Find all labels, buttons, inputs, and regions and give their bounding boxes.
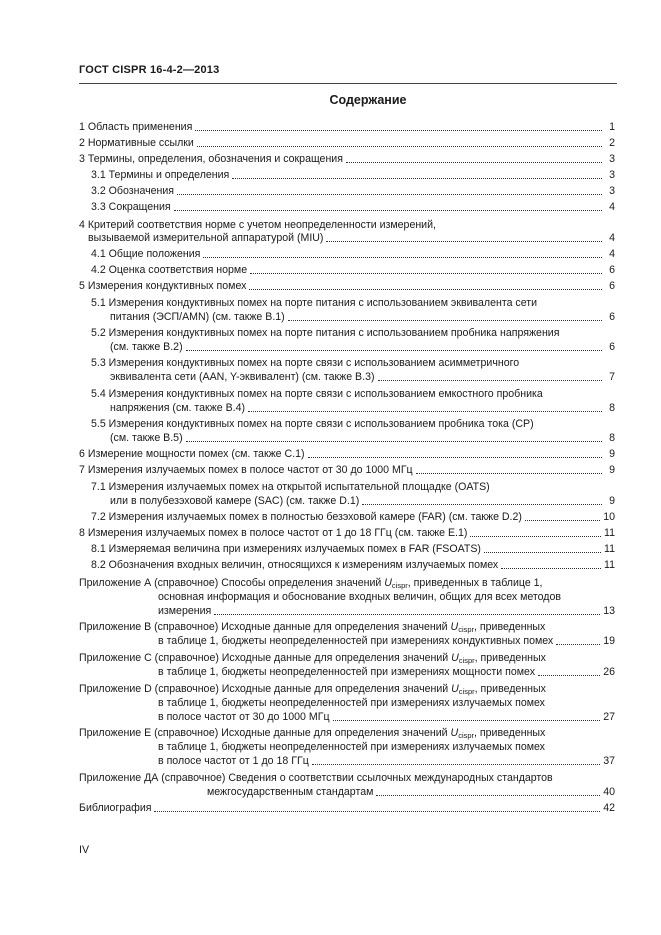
page-number: IV [79,844,90,856]
toc-entry-line[interactable]: в таблице 1, бюджеты неопределенностей при измерениях излучаемых помех [158,741,545,753]
toc-entry[interactable]: в полосе частот от 30 до 1000 МГц 27 [158,710,615,724]
toc-entry[interactable]: 6 Измерение мощности помех (см. также С.1) 9 [79,447,615,461]
toc-entry[interactable]: 1 Область применения 1 [79,120,615,134]
toc-entry[interactable]: 4.2 Оценка соответствия норме 6 [91,263,615,277]
toc-entry-line[interactable]: Приложение В (справочное) Исходные данные для определения значений Ucispr, приведенных [79,621,546,634]
toc-entry[interactable]: питания (ЭСП/AMN) (см. также В.1) 6 [110,310,615,324]
toc-entry[interactable]: эквивалента сети (AAN, Y-эквивалент) (см. также В.3) 7 [110,370,615,384]
toc-entry[interactable]: 7.2 Измерения излучаемых помех в полностью безэховой камере (FAR) (см. также D.2) 10 [91,510,615,524]
toc-entry-line[interactable]: Приложение ДА (справочное) Сведения о соответствии ссылочных международных стандартов [79,772,553,784]
toc-entry[interactable]: в полосе частот от 1 до 18 ГГц 37 [158,754,615,768]
toc-entry[interactable]: Библиография 42 [79,801,615,815]
toc-entry[interactable]: в таблице 1, бюджеты неопределенностей при измерениях кондуктивных помех 19 [158,634,615,648]
header-rule [79,83,617,84]
toc-entry[interactable]: (см. также В.2) 6 [110,340,615,354]
toc-entry[interactable]: межгосударственным стандартам 40 [207,785,615,799]
toc-entry-line[interactable]: Приложение D (справочное) Исходные данные для определения значений Ucispr, приведенных [79,683,546,696]
toc-entry-line[interactable]: 5.3 Измерения кондуктивных помех на порте связи с использованием асимметричного [91,357,520,369]
toc-entry[interactable]: 8 Измерения излучаемых помех в полосе частот от 1 до 18 ГГц (см. также Е.1) 11 [79,526,615,540]
toc-entry[interactable]: 7 Измерения излучаемых помех в полосе частот от 30 до 1000 МГц 9 [79,463,615,477]
toc-title: Содержание [329,93,407,107]
toc-entry[interactable]: в таблице 1, бюджеты неопределенностей при измерениях мощности помех 26 [158,665,615,679]
toc-entry[interactable]: (см. также В.5) 8 [110,431,615,445]
toc-entry[interactable]: 8.1 Измеряемая величина при измерениях излучаемых помех в FAR (FSOATS) 11 [91,542,615,556]
toc-entry[interactable]: 4.1 Общие положения 4 [91,247,615,261]
toc-entry-line[interactable]: основная информация и обоснование входных величин, общих для всех методов [158,591,562,603]
toc-entry-line[interactable]: 4 Критерий соответствия норме с учетом неопределенности измерений, [79,219,436,231]
document-header: ГОСТ CISPR 16-4-2—2013 [79,64,220,76]
toc-entry[interactable]: измерения 13 [158,604,615,618]
toc-entry[interactable]: вызываемой измерительной аппаратурой (MIU) 4 [88,231,615,245]
toc-entry[interactable]: 3.3 Сокращения 4 [91,200,615,214]
toc-entry-line[interactable]: Приложение А (справочное) Способы определения значений Ucispr, приведенных в таблице 1, [79,577,543,590]
toc-entry-line[interactable]: 5.2 Измерения кондуктивных помех на порте питания с использованием пробника напряжения [91,327,560,339]
toc-entry[interactable]: 3.2 Обозначения 3 [91,184,615,198]
toc-entry-line[interactable]: Приложение С (справочное) Исходные данные для определения значений Ucispr, приведенных [79,652,546,665]
toc-entry-line[interactable]: 5.5 Измерения кондуктивных помех на порте связи с использованием пробника тока (СР) [91,418,534,430]
toc-entry-line[interactable]: 5.4 Измерения кондуктивных помех на порте связи с использованием емкостного пробника [91,388,543,400]
toc-entry[interactable]: или в полубезэховой камере (SAC) (см. также D.1) 9 [110,494,615,508]
toc-entry[interactable]: 2 Нормативные ссылки 2 [79,136,615,150]
toc-entry[interactable]: 8.2 Обозначения входных величин, относящихся к измерениям излучаемых помех 11 [91,558,615,572]
toc-entry[interactable]: 3 Термины, определения, обозначения и сокращения 3 [79,152,615,166]
toc-entry-line[interactable]: 5.1 Измерения кондуктивных помех на порте питания с использованием эквивалента сети [91,297,538,309]
toc-entry-line[interactable]: в таблице 1, бюджеты неопределенностей при измерениях излучаемых помех [158,697,545,709]
toc-entry[interactable]: 3.1 Термины и определения 3 [91,168,615,182]
toc-entry[interactable]: напряжения (см. также В.4) 8 [110,401,615,415]
toc-entry-line[interactable]: Приложение Е (справочное) Исходные данные для определения значений Ucispr, приведенных [79,727,546,740]
toc-entry[interactable]: 5 Измерения кондуктивных помех 6 [79,279,615,293]
toc-entry-line[interactable]: 7.1 Измерения излучаемых помех на открытой испытательной площадке (OATS) [91,481,490,493]
